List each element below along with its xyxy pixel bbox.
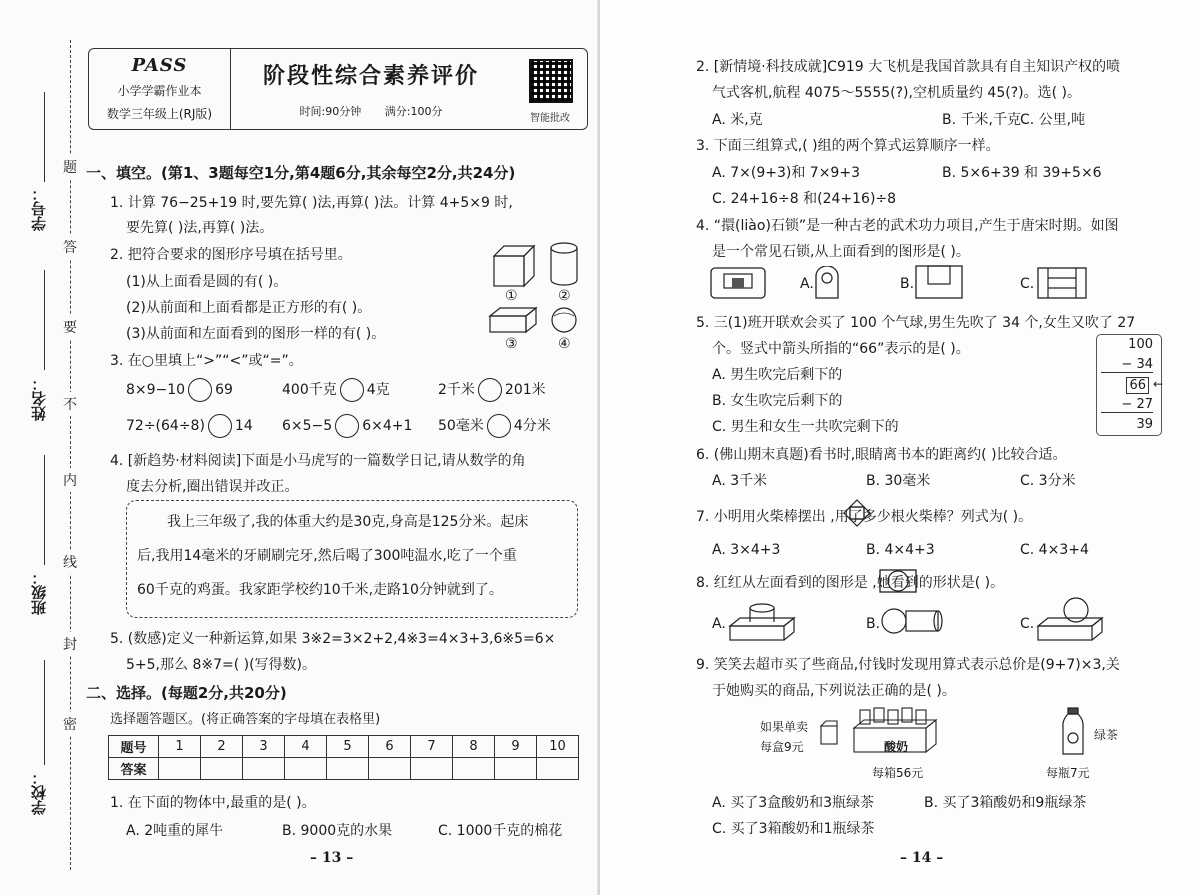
choice-option[interactable]: A. — [800, 276, 814, 292]
seal-char: 不 — [62, 392, 78, 416]
brand-block — [89, 49, 231, 129]
vertical-subtraction — [1096, 334, 1162, 436]
compare-item: 72÷(64÷8) 14 — [126, 414, 253, 438]
answer-cell[interactable] — [369, 758, 411, 780]
shape-label-1: ① — [505, 288, 518, 304]
choice-question-1: 1. 在下面的物体中,最重的是( )。 — [110, 795, 316, 811]
table-row — [109, 758, 579, 780]
calc-line: − 34 — [1101, 357, 1153, 373]
seal-char: 答 — [62, 235, 78, 259]
choice-option[interactable]: A. 男生吹完后剩下的 — [712, 367, 843, 383]
field-line — [44, 92, 45, 182]
choice-option[interactable]: C. 24+16÷8 和(24+16)÷8 — [712, 191, 897, 207]
exam-meta — [231, 103, 511, 119]
seal-char: 内 — [62, 468, 78, 492]
option-a-solids-icon[interactable] — [728, 600, 798, 644]
choice-option[interactable]: C. — [1020, 616, 1035, 632]
question-number: 8 — [453, 736, 495, 758]
page-number: – 14 – — [900, 850, 944, 866]
compare-circle[interactable] — [208, 414, 232, 438]
question-8: 8. 红红从左面看到的图形是 ,她看到的形状是( )。 — [696, 575, 1005, 591]
choice-option[interactable]: A. 3千米 — [712, 473, 768, 489]
question-number: 3 — [243, 736, 285, 758]
choice-option[interactable]: A. 买了3盒酸奶和3瓶绿茶 — [712, 795, 875, 811]
cylinder-icon — [551, 243, 577, 285]
field-line — [44, 455, 45, 565]
crate-price: 每箱56元 — [872, 766, 924, 780]
answer-cell[interactable] — [285, 758, 327, 780]
question-number: 6 — [369, 736, 411, 758]
compare-circle[interactable] — [340, 378, 364, 402]
question-number: 10 — [537, 736, 579, 758]
question-number: 4 — [285, 736, 327, 758]
diary-line[interactable]: 我上三年级了,我的体重大约是30克,身高是125分米。起床 — [167, 514, 529, 530]
choice-option[interactable]: B. — [866, 616, 881, 632]
option-c-solids-icon[interactable] — [1036, 596, 1106, 642]
answer-table — [108, 735, 579, 780]
choice-option[interactable]: B. 女生吹完后剩下的 — [712, 393, 843, 409]
choice-option[interactable]: A. 3×4+3 — [712, 542, 781, 558]
single-sale-price: 每盒9元 — [760, 740, 804, 754]
binding-strip — [0, 0, 90, 895]
green-tea-bottle-icon — [1060, 706, 1086, 758]
compare-circle[interactable] — [335, 414, 359, 438]
answer-area-note: 选择题答题区。(将正确答案的字母填在表格里) — [110, 712, 381, 727]
student-id-field[interactable]: 学号： — [30, 186, 48, 231]
table-head: 题号 — [109, 736, 159, 758]
yogurt-crate-label: 酸奶 — [884, 740, 909, 754]
section-2-title: 二、选择。(每题2分,共20分) — [86, 684, 287, 702]
green-tea-label: 绿茶 — [1094, 728, 1119, 742]
compare-circle[interactable] — [487, 414, 511, 438]
choice-option[interactable]: C. 公里,吨 — [1020, 112, 1086, 128]
sphere-icon — [552, 308, 576, 332]
compare-item: 2千米 201米 — [438, 378, 546, 402]
solid-shapes-figure — [488, 236, 588, 356]
question-2: 2. 把符合要求的图形序号填在括号里。 — [110, 247, 352, 263]
question-number: 9 — [495, 736, 537, 758]
series-name: 小学学霸作业本 — [117, 84, 202, 98]
calc-line: 39 — [1136, 417, 1153, 432]
question-5-line-2: 5+5,那么 8※7=( )(写得数)。 — [126, 657, 317, 673]
question-5-line-1: 5. 三(1)班开联欢会买了 100 个气球,男生先吹了 34 个,女生又吹了 27 — [696, 315, 1136, 331]
seal-char: 题 — [62, 155, 78, 179]
answer-cell[interactable] — [201, 758, 243, 780]
view-option-a-icon[interactable] — [814, 266, 840, 300]
view-option-c-icon[interactable] — [1036, 266, 1088, 300]
qr-label: 智能批改 — [530, 113, 570, 124]
question-7: 7. 小明用火柴棒摆出 ,用了多少根火柴棒？列式为( )。 — [696, 509, 1033, 525]
question-3: 3. 在○里填上“>”“<”或“=”。 — [110, 353, 303, 369]
compare-circle[interactable] — [478, 378, 502, 402]
question-9-line-2: 于她购买的商品,下列说法正确的是( )。 — [712, 683, 956, 699]
choice-option[interactable]: B. 9000克的水果 — [282, 823, 393, 839]
diary-line[interactable]: 后,我用14毫米的牙刷刷完牙,然后喝了300吨温水,吃了一个重 — [137, 548, 517, 564]
choice-option[interactable]: C. — [1020, 276, 1035, 292]
question-5-line-1: 5. (数感)定义一种新运算,如果 3※2=3×2+2,4※3=4×3+3,6※5=6× — [110, 631, 556, 647]
choice-option[interactable]: C. 4×3+4 — [1020, 542, 1089, 558]
name-field[interactable]: 姓名： — [30, 376, 48, 421]
choice-option[interactable]: B. — [900, 276, 915, 292]
stone-lock-icon — [708, 264, 768, 304]
answer-cell[interactable] — [327, 758, 369, 780]
question-2-line-2: 气式客机,航程 4075～5555(?),空机质量约 45(?)。选( )。 — [712, 85, 1081, 101]
field-line — [44, 660, 45, 765]
answer-cell[interactable] — [411, 758, 453, 780]
question-9-line-1: 9. 笑笑去超市买了些商品,付钱时发现用算式表示总价是(9+7)×3,关 — [696, 657, 1120, 673]
cuboid-icon — [490, 308, 536, 332]
choice-option[interactable]: B. 千米,千克 — [942, 112, 1021, 128]
answer-cell[interactable] — [159, 758, 201, 780]
choice-option[interactable]: C. 男生和女生一共吹完剩下的 — [712, 419, 899, 435]
exam-title: 阶段性综合素养评价 — [262, 63, 479, 89]
full-score: 满分:100分 — [384, 105, 443, 118]
choice-option[interactable]: B. 30毫米 — [866, 473, 931, 489]
field-line — [44, 270, 45, 370]
seal-char: 要 — [62, 315, 78, 339]
choice-option[interactable]: A. 米,克 — [712, 112, 763, 128]
compare-item: 50毫米 4分米 — [438, 414, 551, 438]
choice-option[interactable]: B. 5×6+39 和 39+5×6 — [942, 165, 1102, 181]
question-6: 6. (佛山期末真题)看书时,眼睛离书本的距离约( )比较合适。 — [696, 447, 1067, 463]
answer-cell[interactable] — [537, 758, 579, 780]
choice-option[interactable]: A. 2吨重的犀牛 — [126, 823, 224, 839]
question-2-line-1: 2. [新情境·科技成就]C919 大飞机是我国首款具有自主知识产权的喷 — [696, 59, 1121, 75]
question-2-part-3: (3)从前面和左面看到的图形一样的有( )。 — [126, 326, 386, 342]
compare-item: 8×9−10 69 — [126, 378, 233, 402]
question-number: 7 — [411, 736, 453, 758]
shape-label-3: ③ — [505, 336, 518, 352]
question-4-line-2: 是一个常见石锁,从上面看到的图形是( )。 — [712, 244, 970, 260]
answer-cell[interactable] — [243, 758, 285, 780]
choice-option[interactable]: B. 4×4+3 — [866, 542, 935, 558]
grade-label: 数学三年级上(RJ版) — [106, 107, 213, 121]
page-number: – 13 – — [310, 850, 354, 866]
table-answer-head: 答案 — [109, 758, 159, 780]
question-2-part-2: (2)从前面和上面看都是正方形的有( )。 — [126, 300, 372, 316]
question-2-part-1: (1)从上面看是圆的有( )。 — [126, 274, 288, 290]
choice-option[interactable]: C. 买了3箱酸奶和1瓶绿茶 — [712, 821, 875, 837]
question-5-line-2: 个。竖式中箭头所指的“66”表示的是( )。 — [712, 341, 970, 357]
seal-char: 密 — [62, 712, 78, 736]
cube-icon — [494, 246, 534, 286]
question-4-line-1: 4. [新趋势·材料阅读]下面是小马虎写的一篇数学日记,请从数学的角 — [110, 453, 526, 469]
table-row — [109, 736, 579, 758]
answer-cell[interactable] — [495, 758, 537, 780]
right-page — [600, 0, 1200, 895]
seal-char: 线 — [62, 550, 78, 574]
section-1-title: 一、填空。(第1、3题每空1分,第4题6分,其余每空2分,共24分) — [86, 164, 516, 182]
pass-logo: PASS — [131, 55, 188, 76]
arrow-left-icon: ← — [1152, 377, 1163, 391]
shape-label-4: ④ — [558, 336, 571, 352]
question-number: 1 — [159, 736, 201, 758]
choice-option[interactable]: C. 1000千克的棉花 — [438, 823, 563, 839]
view-option-b-icon[interactable] — [914, 264, 964, 300]
question-3: 3. 下面三组算式,( )组的两个算式运算顺序一样。 — [696, 138, 1000, 154]
school-field[interactable]: 学校： — [30, 770, 48, 815]
green-tea-price: 每瓶7元 — [1046, 766, 1090, 780]
calc-highlight: 66 — [1126, 377, 1149, 394]
left-view-figure-icon — [878, 566, 918, 596]
question-1-line-2: 要先算( )法,再算( )法。 — [126, 220, 274, 236]
calc-line: − 27 — [1101, 397, 1153, 413]
question-number: 2 — [201, 736, 243, 758]
question-number: 5 — [327, 736, 369, 758]
time-limit: 时间:90分钟 — [299, 105, 362, 118]
qr-code-icon[interactable] — [529, 59, 573, 103]
compare-item: 400千克 4克 — [282, 378, 390, 402]
option-b-solids-icon[interactable] — [880, 606, 944, 636]
choice-option[interactable]: A. 7×(9+3)和 7×9+3 — [712, 165, 860, 181]
question-4-line-1: 4. “擐(liào)石锁”是一种古老的武术功力项目,产生于唐宋时期。如图 — [696, 218, 1119, 234]
choice-option[interactable]: C. 3分米 — [1020, 473, 1076, 489]
class-field[interactable]: 班级： — [30, 570, 48, 615]
seal-char: 封 — [62, 632, 78, 656]
calc-line: 100 — [1128, 337, 1153, 352]
diary-box — [126, 500, 578, 618]
yogurt-carton-icon — [818, 720, 840, 746]
shape-label-2: ② — [558, 288, 571, 304]
compare-circle[interactable] — [188, 378, 212, 402]
choice-option[interactable]: B. 买了3箱酸奶和9瓶绿茶 — [924, 795, 1087, 811]
question-4-line-2: 度去分析,圈出错误并改正。 — [126, 479, 299, 495]
answer-cell[interactable] — [453, 758, 495, 780]
question-1-line-1: 1. 计算 76−25+19 时,要先算( )法,再算( )法。计算 4+5×9 时, — [110, 195, 513, 211]
choice-option[interactable]: A. — [712, 616, 726, 632]
exam-header — [88, 48, 588, 130]
single-sale-label: 如果单卖 — [760, 720, 809, 734]
matchstick-figure-icon — [842, 498, 872, 528]
diary-line[interactable]: 60千克的鸡蛋。我家距学校约10千米,走路10分钟就到了。 — [137, 582, 503, 598]
compare-item: 6×5−5 6×4+1 — [282, 414, 412, 438]
